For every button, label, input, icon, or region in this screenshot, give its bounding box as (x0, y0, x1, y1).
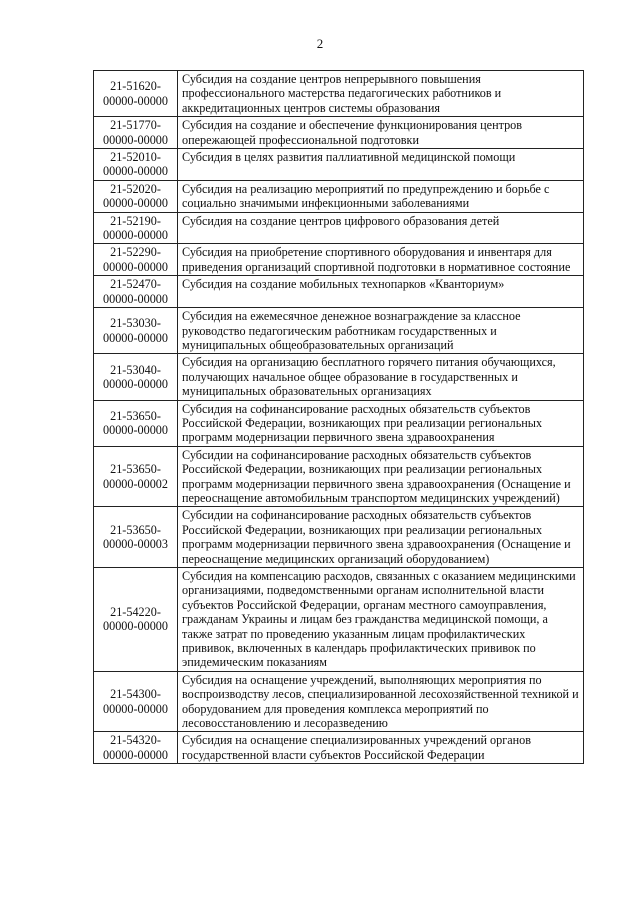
code-part-2: 00000-00000 (103, 619, 168, 634)
code-part-2: 00000-00000 (103, 330, 168, 345)
table-row (94, 354, 584, 400)
code-cell (94, 446, 178, 507)
table-row (94, 671, 584, 732)
code-part-2: 00000-00000 (103, 423, 168, 438)
code-cell (94, 212, 178, 244)
description-cell: Субсидия на оснащение учреждений, выполняющих мероприятия по воспроизводству лесов, специализированной лесохозяйственной техникой и оборудованием для проведения комплекса мероприятий по лесовосстановлению и лесоразведению (178, 671, 584, 732)
code-cell (94, 671, 178, 732)
code-part-1: 21-54220- (110, 605, 161, 620)
code-part-2: 00000-00000 (103, 164, 168, 179)
table-row (94, 212, 584, 244)
code-part-2: 00000-00000 (103, 259, 168, 274)
code-cell (94, 354, 178, 400)
table-row (94, 149, 584, 181)
code-cell (94, 117, 178, 149)
description-cell: Субсидия на создание мобильных технопарков «Кванториум» (178, 276, 584, 308)
description-cell: Субсидии на софинансирование расходных обязательств субъектов Российской Федерации, возникающих при реализации региональных программ модернизации первичного звена здравоохранения (Оснащение и переоснащение медицинских организаций оборудованием) (178, 507, 584, 568)
table-row (94, 180, 584, 212)
description-cell: Субсидия на компенсацию расходов, связанных с оказанием медицинскими организациями, подведомственными органам исполнительной власти субъектов Российской Федерации, органам местного самоуправления, гражданам Украины и лицам без гражданства медицинской помощи, а также затрат по проведению указанным лицам профилактических прививок, включенных в календарь профилактических прививок по эпидемическим показаниям (178, 568, 584, 672)
description-cell: Субсидия на реализацию мероприятий по предупреждению и борьбе с социально значимыми инфекционными заболеваниями (178, 180, 584, 212)
code-cell (94, 400, 178, 446)
description-cell: Субсидия на приобретение спортивного оборудования и инвентаря для приведения организаций спортивной подготовки в нормативное состояние (178, 244, 584, 276)
table-row (94, 276, 584, 308)
code-part-1: 21-54300- (110, 687, 161, 702)
table-row (94, 71, 584, 117)
code-cell (94, 732, 178, 764)
code-part-1: 21-54320- (110, 733, 161, 748)
description-cell: Субсидия на организацию бесплатного горячего питания обучающихся, получающих начальное общее образование в государственных и муниципальных образовательных организациях (178, 354, 584, 400)
table-row (94, 446, 584, 507)
code-cell (94, 507, 178, 568)
description-cell: Субсидия на софинансирование расходных обязательств субъектов Российской Федерации, возникающих при реализации региональных программ модернизации первичного звена здравоохранения (178, 400, 584, 446)
code-part-2: 00000-00000 (103, 291, 168, 306)
page-number: 2 (316, 36, 324, 51)
description-cell: Субсидия на создание центров непрерывного повышения профессионального мастерства педагогических работников и аккредитационных центров системы образования (178, 71, 584, 117)
code-part-1: 21-53650- (110, 522, 161, 537)
code-part-2: 00000-00000 (103, 376, 168, 391)
code-part-1: 21-52190- (110, 213, 161, 228)
code-cell (94, 244, 178, 276)
description-cell: Субсидия на ежемесячное денежное вознаграждение за классное руководство педагогическим работникам государственных и муниципальных общеобразовательных организаций (178, 308, 584, 354)
code-cell (94, 71, 178, 117)
description-cell: Субсидия на создание и обеспечение функционирования центров опережающей профессиональной подготовки (178, 117, 584, 149)
table-row (94, 732, 584, 764)
code-cell (94, 308, 178, 354)
description-cell: Субсидия на оснащение специализированных учреждений органов государственной власти субъектов Российской Федерации (178, 732, 584, 764)
code-part-1: 21-51770- (110, 118, 161, 133)
description-cell: Субсидия на создание центров цифрового образования детей (178, 212, 584, 244)
code-part-1: 21-53040- (110, 362, 161, 377)
code-part-2: 00000-00000 (103, 747, 168, 762)
code-cell (94, 568, 178, 672)
code-part-1: 21-53650- (110, 462, 161, 477)
code-cell (94, 180, 178, 212)
table-body (94, 71, 584, 764)
code-part-2: 00000-00003 (103, 537, 168, 552)
code-part-2: 00000-00000 (103, 93, 168, 108)
code-part-2: 00000-00000 (103, 701, 168, 716)
code-part-1: 21-53030- (110, 316, 161, 331)
code-part-1: 21-52470- (110, 277, 161, 292)
code-part-1: 21-52290- (110, 245, 161, 260)
table-row (94, 244, 584, 276)
code-cell (94, 276, 178, 308)
description-cell: Субсидии на софинансирование расходных обязательств субъектов Российской Федерации, возникающих при реализации региональных программ модернизации первичного звена здравоохранения (Оснащение и переоснащение автомобильным транспортом медицинских учреждений) (178, 446, 584, 507)
table-row (94, 568, 584, 672)
code-cell (94, 149, 178, 181)
table-row (94, 507, 584, 568)
description-cell: Субсидия в целях развития паллиативной медицинской помощи (178, 149, 584, 181)
code-part-1: 21-51620- (110, 79, 161, 94)
table-row (94, 308, 584, 354)
code-part-2: 00000-00000 (103, 132, 168, 147)
code-part-2: 00000-00002 (103, 476, 168, 491)
table-row (94, 400, 584, 446)
table-row (94, 117, 584, 149)
code-part-2: 00000-00000 (103, 196, 168, 211)
code-part-1: 21-53650- (110, 408, 161, 423)
code-part-1: 21-52010- (110, 150, 161, 165)
code-part-1: 21-52020- (110, 181, 161, 196)
code-part-2: 00000-00000 (103, 228, 168, 243)
subsidy-codes-table (93, 70, 584, 764)
